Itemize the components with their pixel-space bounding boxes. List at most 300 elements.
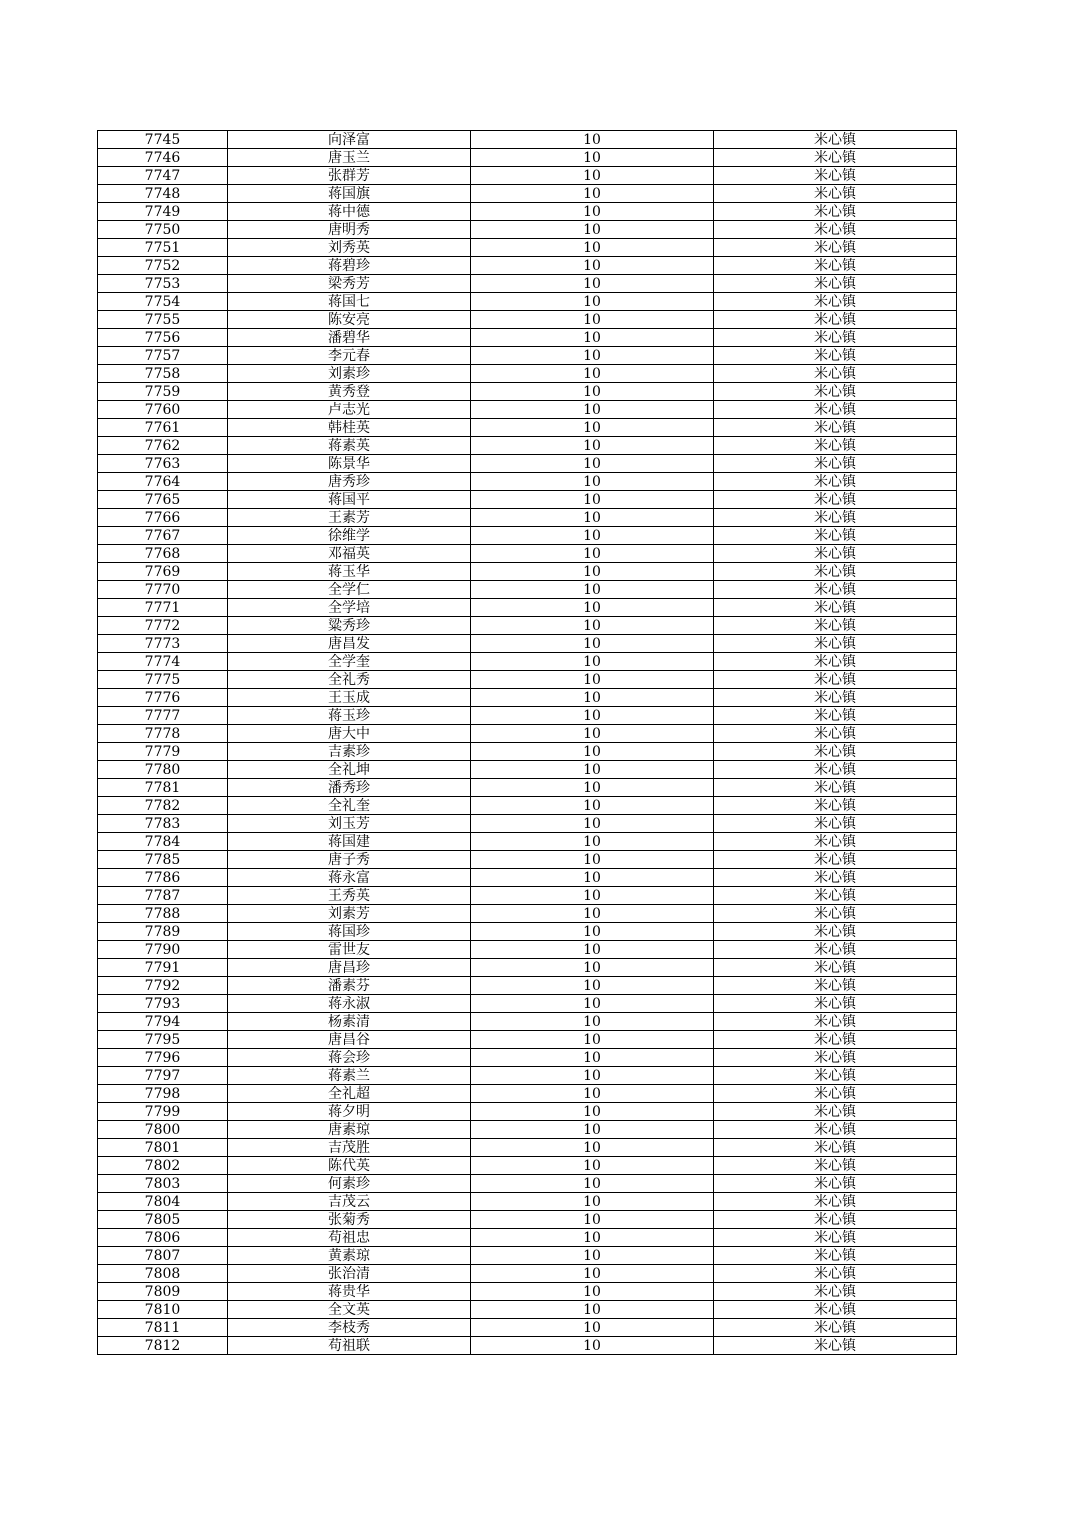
row-number-cell: 7764: [98, 473, 228, 491]
table-row: [98, 599, 957, 617]
table-row: [98, 149, 957, 167]
row-amount-cell: 10: [471, 1301, 714, 1319]
row-name-cell: 刘素芳: [228, 905, 471, 923]
row-number-cell: 7757: [98, 347, 228, 365]
row-town-cell: 米心镇: [714, 1211, 957, 1229]
row-amount-cell: 10: [471, 995, 714, 1013]
row-number-cell: 7808: [98, 1265, 228, 1283]
table-row: [98, 1211, 957, 1229]
row-town-cell: 米心镇: [714, 221, 957, 239]
row-amount-cell: 10: [471, 1283, 714, 1301]
row-name-cell: 蒋素英: [228, 437, 471, 455]
row-number-cell: 7752: [98, 257, 228, 275]
row-town-cell: 米心镇: [714, 1319, 957, 1337]
row-amount-cell: 10: [471, 797, 714, 815]
row-number-cell: 7788: [98, 905, 228, 923]
row-amount-cell: 10: [471, 473, 714, 491]
row-town-cell: 米心镇: [714, 563, 957, 581]
row-number-cell: 7756: [98, 329, 228, 347]
table-row: [98, 905, 957, 923]
row-town-cell: 米心镇: [714, 545, 957, 563]
row-amount-cell: 10: [471, 545, 714, 563]
row-amount-cell: 10: [471, 239, 714, 257]
row-name-cell: 全学奎: [228, 653, 471, 671]
table-row: [98, 365, 957, 383]
row-name-cell: 蒋永富: [228, 869, 471, 887]
row-town-cell: 米心镇: [714, 635, 957, 653]
row-name-cell: 蒋中德: [228, 203, 471, 221]
row-name-cell: 全礼秀: [228, 671, 471, 689]
row-name-cell: 王秀英: [228, 887, 471, 905]
row-name-cell: 唐玉兰: [228, 149, 471, 167]
row-amount-cell: 10: [471, 329, 714, 347]
row-town-cell: 米心镇: [714, 185, 957, 203]
row-number-cell: 7746: [98, 149, 228, 167]
row-number-cell: 7810: [98, 1301, 228, 1319]
row-amount-cell: 10: [471, 563, 714, 581]
row-town-cell: 米心镇: [714, 725, 957, 743]
table-row: [98, 257, 957, 275]
row-name-cell: 吉素珍: [228, 743, 471, 761]
table-row: [98, 131, 957, 149]
row-town-cell: 米心镇: [714, 347, 957, 365]
row-name-cell: 蒋素兰: [228, 1067, 471, 1085]
row-town-cell: 米心镇: [714, 977, 957, 995]
row-amount-cell: 10: [471, 905, 714, 923]
row-number-cell: 7794: [98, 1013, 228, 1031]
table-row: [98, 959, 957, 977]
row-town-cell: 米心镇: [714, 293, 957, 311]
row-amount-cell: 10: [471, 1175, 714, 1193]
row-name-cell: 黄素琼: [228, 1247, 471, 1265]
row-town-cell: 米心镇: [714, 1067, 957, 1085]
row-number-cell: 7773: [98, 635, 228, 653]
row-number-cell: 7801: [98, 1139, 228, 1157]
row-number-cell: 7791: [98, 959, 228, 977]
row-amount-cell: 10: [471, 671, 714, 689]
table-row: [98, 671, 957, 689]
row-name-cell: 潘秀珍: [228, 779, 471, 797]
row-number-cell: 7786: [98, 869, 228, 887]
row-number-cell: 7784: [98, 833, 228, 851]
row-name-cell: 陈景华: [228, 455, 471, 473]
row-town-cell: 米心镇: [714, 1301, 957, 1319]
table-row: [98, 941, 957, 959]
row-town-cell: 米心镇: [714, 311, 957, 329]
row-number-cell: 7771: [98, 599, 228, 617]
table-row: [98, 509, 957, 527]
row-town-cell: 米心镇: [714, 509, 957, 527]
row-name-cell: 唐子秀: [228, 851, 471, 869]
row-number-cell: 7792: [98, 977, 228, 995]
row-amount-cell: 10: [471, 779, 714, 797]
roster-sheet: [97, 130, 956, 1355]
table-row: [98, 797, 957, 815]
row-amount-cell: 10: [471, 1139, 714, 1157]
row-town-cell: 米心镇: [714, 581, 957, 599]
row-name-cell: 吉茂云: [228, 1193, 471, 1211]
row-town-cell: 米心镇: [714, 455, 957, 473]
table-row: [98, 653, 957, 671]
row-number-cell: 7782: [98, 797, 228, 815]
row-town-cell: 米心镇: [714, 869, 957, 887]
row-town-cell: 米心镇: [714, 707, 957, 725]
row-name-cell: 蒋国平: [228, 491, 471, 509]
row-town-cell: 米心镇: [714, 1337, 957, 1355]
row-town-cell: 米心镇: [714, 671, 957, 689]
row-number-cell: 7783: [98, 815, 228, 833]
row-name-cell: 唐大中: [228, 725, 471, 743]
row-name-cell: 雷世友: [228, 941, 471, 959]
row-number-cell: 7798: [98, 1085, 228, 1103]
row-number-cell: 7779: [98, 743, 228, 761]
row-amount-cell: 10: [471, 1049, 714, 1067]
row-number-cell: 7781: [98, 779, 228, 797]
row-name-cell: 蒋贵华: [228, 1283, 471, 1301]
row-number-cell: 7749: [98, 203, 228, 221]
table-row: [98, 635, 957, 653]
row-amount-cell: 10: [471, 833, 714, 851]
table-row: [98, 203, 957, 221]
table-row: [98, 815, 957, 833]
row-town-cell: 米心镇: [714, 743, 957, 761]
row-amount-cell: 10: [471, 1067, 714, 1085]
row-amount-cell: 10: [471, 1013, 714, 1031]
table-row: [98, 707, 957, 725]
row-amount-cell: 10: [471, 581, 714, 599]
row-town-cell: 米心镇: [714, 941, 957, 959]
table-row: [98, 1031, 957, 1049]
row-town-cell: 米心镇: [714, 887, 957, 905]
row-number-cell: 7761: [98, 419, 228, 437]
row-town-cell: 米心镇: [714, 905, 957, 923]
row-number-cell: 7747: [98, 167, 228, 185]
row-town-cell: 米心镇: [714, 959, 957, 977]
table-row: [98, 473, 957, 491]
row-amount-cell: 10: [471, 1085, 714, 1103]
table-row: [98, 185, 957, 203]
row-name-cell: 李元春: [228, 347, 471, 365]
row-amount-cell: 10: [471, 437, 714, 455]
row-town-cell: 米心镇: [714, 1265, 957, 1283]
row-amount-cell: 10: [471, 1265, 714, 1283]
row-amount-cell: 10: [471, 923, 714, 941]
row-town-cell: 米心镇: [714, 1139, 957, 1157]
row-town-cell: 米心镇: [714, 203, 957, 221]
row-town-cell: 米心镇: [714, 383, 957, 401]
row-amount-cell: 10: [471, 1337, 714, 1355]
row-number-cell: 7758: [98, 365, 228, 383]
row-amount-cell: 10: [471, 203, 714, 221]
row-town-cell: 米心镇: [714, 401, 957, 419]
row-amount-cell: 10: [471, 617, 714, 635]
row-amount-cell: 10: [471, 761, 714, 779]
row-number-cell: 7778: [98, 725, 228, 743]
row-name-cell: 吉茂胜: [228, 1139, 471, 1157]
table-row: [98, 1247, 957, 1265]
row-name-cell: 陈安亮: [228, 311, 471, 329]
row-amount-cell: 10: [471, 887, 714, 905]
row-number-cell: 7769: [98, 563, 228, 581]
row-amount-cell: 10: [471, 743, 714, 761]
row-name-cell: 蒋玉珍: [228, 707, 471, 725]
row-town-cell: 米心镇: [714, 275, 957, 293]
row-amount-cell: 10: [471, 347, 714, 365]
row-number-cell: 7753: [98, 275, 228, 293]
row-town-cell: 米心镇: [714, 1031, 957, 1049]
row-name-cell: 韩桂英: [228, 419, 471, 437]
row-number-cell: 7759: [98, 383, 228, 401]
row-name-cell: 何素珍: [228, 1175, 471, 1193]
row-town-cell: 米心镇: [714, 1193, 957, 1211]
row-number-cell: 7795: [98, 1031, 228, 1049]
row-amount-cell: 10: [471, 509, 714, 527]
row-town-cell: 米心镇: [714, 1085, 957, 1103]
row-amount-cell: 10: [471, 185, 714, 203]
roster-body: [98, 131, 957, 1355]
table-row: [98, 563, 957, 581]
table-row: [98, 1265, 957, 1283]
table-row: [98, 1301, 957, 1319]
row-amount-cell: 10: [471, 1211, 714, 1229]
row-name-cell: 李枝秀: [228, 1319, 471, 1337]
row-name-cell: 唐昌珍: [228, 959, 471, 977]
row-amount-cell: 10: [471, 221, 714, 239]
row-amount-cell: 10: [471, 1229, 714, 1247]
table-row: [98, 1229, 957, 1247]
table-row: [98, 1067, 957, 1085]
table-row: [98, 383, 957, 401]
table-row: [98, 419, 957, 437]
row-town-cell: 米心镇: [714, 473, 957, 491]
table-row: [98, 977, 957, 995]
row-amount-cell: 10: [471, 851, 714, 869]
row-town-cell: 米心镇: [714, 599, 957, 617]
row-amount-cell: 10: [471, 1319, 714, 1337]
row-name-cell: 蒋夕明: [228, 1103, 471, 1121]
table-row: [98, 581, 957, 599]
row-amount-cell: 10: [471, 599, 714, 617]
row-town-cell: 米心镇: [714, 689, 957, 707]
row-number-cell: 7777: [98, 707, 228, 725]
row-amount-cell: 10: [471, 455, 714, 473]
row-amount-cell: 10: [471, 167, 714, 185]
row-number-cell: 7770: [98, 581, 228, 599]
table-row: [98, 743, 957, 761]
row-name-cell: 张群芳: [228, 167, 471, 185]
row-number-cell: 7787: [98, 887, 228, 905]
row-town-cell: 米心镇: [714, 131, 957, 149]
row-name-cell: 蒋永淑: [228, 995, 471, 1013]
row-number-cell: 7775: [98, 671, 228, 689]
row-amount-cell: 10: [471, 725, 714, 743]
row-name-cell: 张菊秀: [228, 1211, 471, 1229]
row-name-cell: 唐明秀: [228, 221, 471, 239]
row-name-cell: 苟祖忠: [228, 1229, 471, 1247]
row-number-cell: 7763: [98, 455, 228, 473]
row-name-cell: 全礼超: [228, 1085, 471, 1103]
row-amount-cell: 10: [471, 1121, 714, 1139]
table-row: [98, 437, 957, 455]
table-row: [98, 239, 957, 257]
table-row: [98, 1319, 957, 1337]
row-amount-cell: 10: [471, 689, 714, 707]
table-row: [98, 275, 957, 293]
table-row: [98, 221, 957, 239]
table-row: [98, 491, 957, 509]
row-name-cell: 蒋国珍: [228, 923, 471, 941]
row-number-cell: 7796: [98, 1049, 228, 1067]
row-amount-cell: 10: [471, 383, 714, 401]
table-row: [98, 1175, 957, 1193]
row-amount-cell: 10: [471, 365, 714, 383]
table-row: [98, 1013, 957, 1031]
row-amount-cell: 10: [471, 491, 714, 509]
table-row: [98, 689, 957, 707]
row-town-cell: 米心镇: [714, 239, 957, 257]
row-town-cell: 米心镇: [714, 1247, 957, 1265]
row-amount-cell: 10: [471, 311, 714, 329]
row-number-cell: 7806: [98, 1229, 228, 1247]
row-town-cell: 米心镇: [714, 1121, 957, 1139]
row-number-cell: 7789: [98, 923, 228, 941]
row-town-cell: 米心镇: [714, 923, 957, 941]
row-name-cell: 全礼奎: [228, 797, 471, 815]
row-amount-cell: 10: [471, 1193, 714, 1211]
table-row: [98, 779, 957, 797]
table-row: [98, 1283, 957, 1301]
row-number-cell: 7750: [98, 221, 228, 239]
row-amount-cell: 10: [471, 707, 714, 725]
row-amount-cell: 10: [471, 959, 714, 977]
row-amount-cell: 10: [471, 653, 714, 671]
row-number-cell: 7765: [98, 491, 228, 509]
table-row: [98, 1157, 957, 1175]
table-row: [98, 1193, 957, 1211]
table-row: [98, 923, 957, 941]
row-name-cell: 蒋会珍: [228, 1049, 471, 1067]
row-town-cell: 米心镇: [714, 653, 957, 671]
row-number-cell: 7804: [98, 1193, 228, 1211]
row-number-cell: 7751: [98, 239, 228, 257]
row-number-cell: 7762: [98, 437, 228, 455]
row-town-cell: 米心镇: [714, 419, 957, 437]
row-number-cell: 7768: [98, 545, 228, 563]
row-town-cell: 米心镇: [714, 1103, 957, 1121]
row-name-cell: 蒋国七: [228, 293, 471, 311]
row-number-cell: 7785: [98, 851, 228, 869]
row-amount-cell: 10: [471, 527, 714, 545]
row-amount-cell: 10: [471, 941, 714, 959]
table-row: [98, 1085, 957, 1103]
row-town-cell: 米心镇: [714, 257, 957, 275]
row-number-cell: 7780: [98, 761, 228, 779]
roster-table: [97, 130, 957, 1355]
row-town-cell: 米心镇: [714, 1157, 957, 1175]
row-name-cell: 杨素清: [228, 1013, 471, 1031]
table-row: [98, 1139, 957, 1157]
row-name-cell: 蒋国旗: [228, 185, 471, 203]
row-town-cell: 米心镇: [714, 1175, 957, 1193]
row-amount-cell: 10: [471, 1031, 714, 1049]
row-town-cell: 米心镇: [714, 1283, 957, 1301]
row-town-cell: 米心镇: [714, 149, 957, 167]
row-name-cell: 刘玉芳: [228, 815, 471, 833]
table-row: [98, 293, 957, 311]
row-town-cell: 米心镇: [714, 995, 957, 1013]
row-amount-cell: 10: [471, 815, 714, 833]
table-row: [98, 1049, 957, 1067]
row-town-cell: 米心镇: [714, 779, 957, 797]
row-number-cell: 7799: [98, 1103, 228, 1121]
row-number-cell: 7748: [98, 185, 228, 203]
row-name-cell: 王素芳: [228, 509, 471, 527]
row-name-cell: 唐秀珍: [228, 473, 471, 491]
row-number-cell: 7800: [98, 1121, 228, 1139]
table-row: [98, 167, 957, 185]
row-town-cell: 米心镇: [714, 761, 957, 779]
table-row: [98, 329, 957, 347]
row-number-cell: 7754: [98, 293, 228, 311]
row-number-cell: 7790: [98, 941, 228, 959]
table-row: [98, 869, 957, 887]
row-number-cell: 7803: [98, 1175, 228, 1193]
row-amount-cell: 10: [471, 401, 714, 419]
row-town-cell: 米心镇: [714, 1229, 957, 1247]
row-town-cell: 米心镇: [714, 833, 957, 851]
row-name-cell: 蒋碧珍: [228, 257, 471, 275]
row-name-cell: 梁秀芳: [228, 275, 471, 293]
table-row: [98, 1121, 957, 1139]
row-town-cell: 米心镇: [714, 617, 957, 635]
row-number-cell: 7776: [98, 689, 228, 707]
row-name-cell: 潘素芬: [228, 977, 471, 995]
row-number-cell: 7811: [98, 1319, 228, 1337]
row-town-cell: 米心镇: [714, 815, 957, 833]
row-amount-cell: 10: [471, 257, 714, 275]
table-row: [98, 455, 957, 473]
row-name-cell: 全学仁: [228, 581, 471, 599]
row-town-cell: 米心镇: [714, 1013, 957, 1031]
table-row: [98, 1103, 957, 1121]
row-number-cell: 7766: [98, 509, 228, 527]
table-row: [98, 311, 957, 329]
row-name-cell: 蒋国建: [228, 833, 471, 851]
row-name-cell: 陈代英: [228, 1157, 471, 1175]
table-row: [98, 347, 957, 365]
table-row: [98, 617, 957, 635]
row-amount-cell: 10: [471, 131, 714, 149]
row-name-cell: 唐昌谷: [228, 1031, 471, 1049]
row-name-cell: 唐昌发: [228, 635, 471, 653]
row-town-cell: 米心镇: [714, 329, 957, 347]
row-name-cell: 全学培: [228, 599, 471, 617]
row-name-cell: 向泽富: [228, 131, 471, 149]
row-number-cell: 7755: [98, 311, 228, 329]
row-name-cell: 张治清: [228, 1265, 471, 1283]
row-amount-cell: 10: [471, 977, 714, 995]
row-name-cell: 粱秀珍: [228, 617, 471, 635]
table-row: [98, 851, 957, 869]
row-amount-cell: 10: [471, 293, 714, 311]
row-name-cell: 王玉成: [228, 689, 471, 707]
table-row: [98, 833, 957, 851]
table-row: [98, 1337, 957, 1355]
row-town-cell: 米心镇: [714, 437, 957, 455]
row-name-cell: 黄秀登: [228, 383, 471, 401]
row-number-cell: 7805: [98, 1211, 228, 1229]
row-amount-cell: 10: [471, 635, 714, 653]
